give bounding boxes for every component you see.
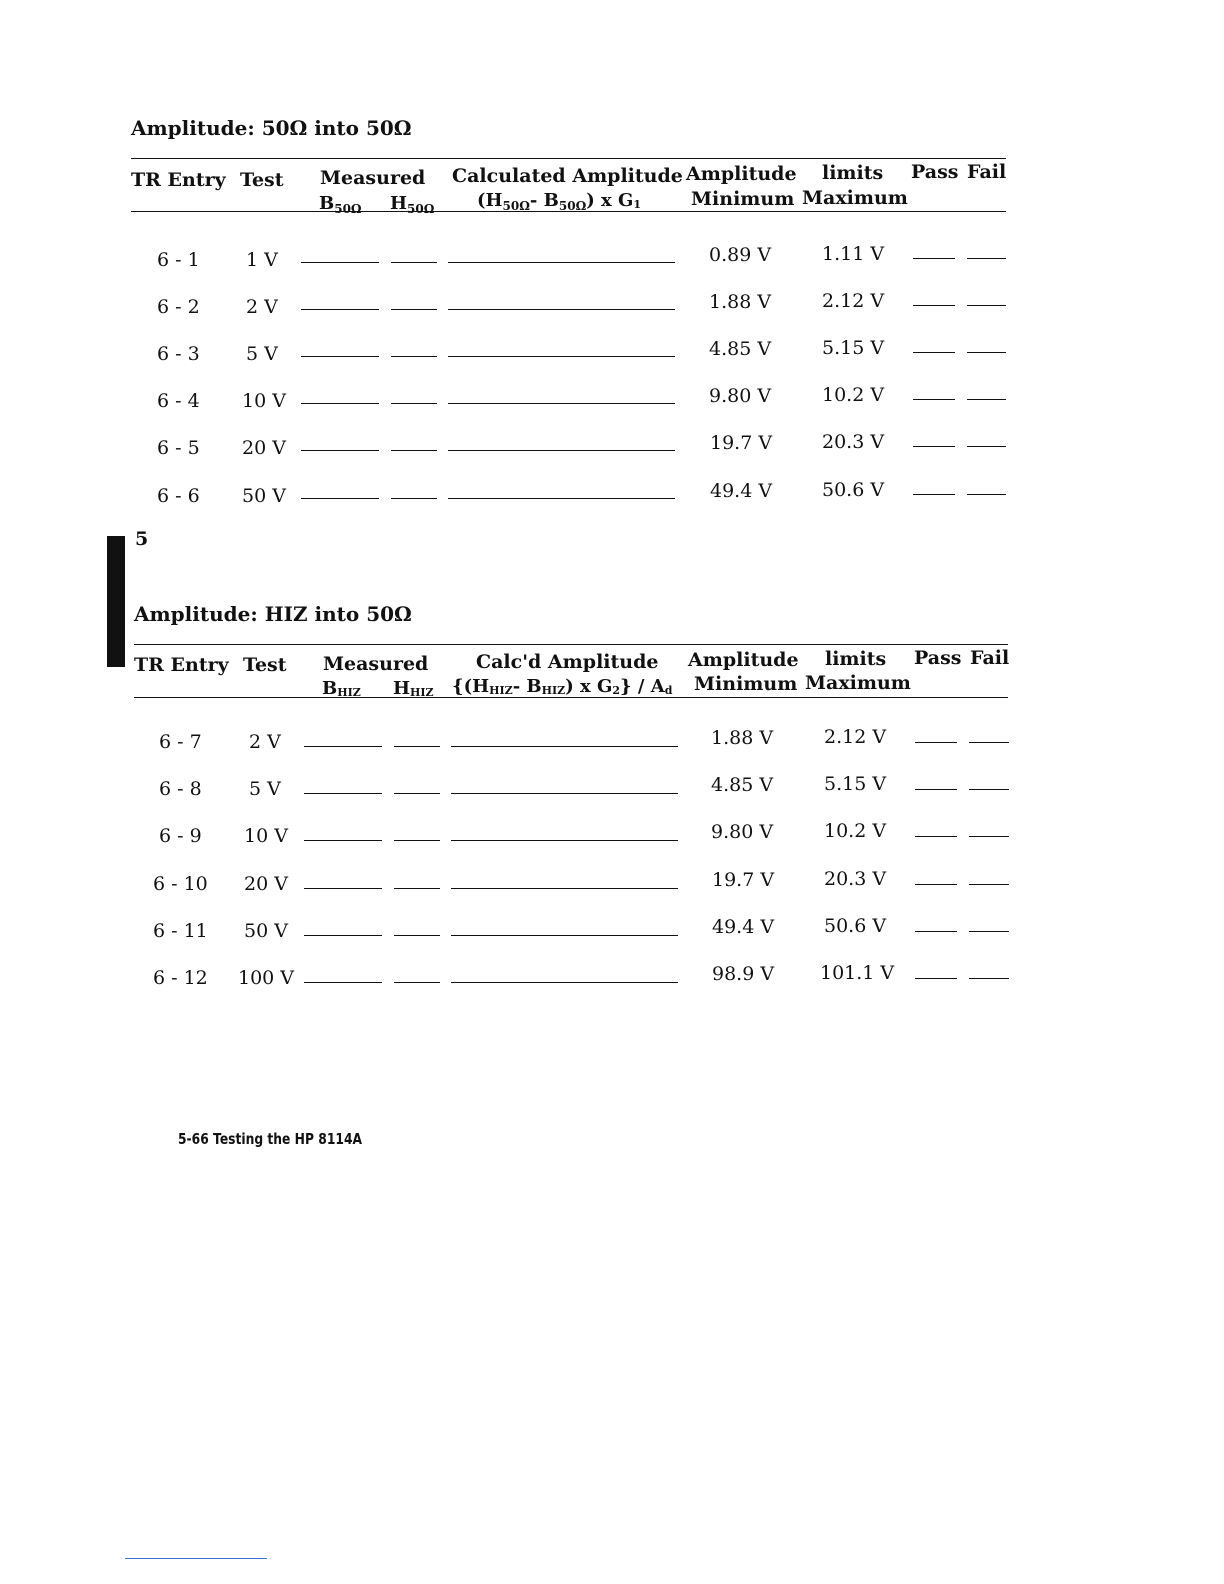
col-pass: Pass <box>914 647 962 669</box>
bottom-divider <box>125 1558 267 1559</box>
calculated-blank[interactable] <box>448 262 675 263</box>
test-value: 100 V <box>238 967 295 989</box>
section2-top-rule <box>134 644 1008 645</box>
col-measured: Measured <box>320 167 426 189</box>
test-value: 20 V <box>242 437 286 459</box>
minimum-value: 98.9 V <box>712 963 775 985</box>
minimum-value: 9.80 V <box>709 385 772 407</box>
measured-b-blank[interactable] <box>301 498 379 499</box>
tr-entry: 6 - 7 <box>159 731 202 753</box>
test-value: 2 V <box>249 731 281 753</box>
fail-blank[interactable] <box>969 836 1009 837</box>
maximum-value: 50.6 V <box>824 915 887 937</box>
test-value: 5 V <box>249 778 281 800</box>
maximum-value: 5.15 V <box>824 773 887 795</box>
col-calculated: Calc'd Amplitude <box>476 651 659 673</box>
measured-b-blank[interactable] <box>304 888 382 889</box>
pass-blank[interactable] <box>913 258 955 259</box>
calculated-blank[interactable] <box>451 746 678 747</box>
col-limits: limits <box>822 162 884 184</box>
section2-title: Amplitude: HIZ into 50Ω <box>134 602 412 626</box>
maximum-value: 2.12 V <box>824 726 887 748</box>
col-pass: Pass <box>911 161 959 183</box>
col-minimum: Minimum <box>694 673 798 695</box>
calculated-blank[interactable] <box>451 888 678 889</box>
col-calculated-formula: ($H_{50\Omega}-$ $B_{50\Omega}$) x G1 <box>477 190 642 213</box>
maximum-value: 50.6 V <box>822 479 885 501</box>
measured-b-blank[interactable] <box>304 746 382 747</box>
col-measured-b: BHIZ <box>322 678 361 699</box>
col-amplitude: Amplitude <box>686 163 797 185</box>
fail-blank[interactable] <box>967 494 1006 495</box>
pass-blank[interactable] <box>915 931 957 932</box>
section1-top-rule <box>131 158 1006 159</box>
maximum-value: 10.2 V <box>824 820 887 842</box>
minimum-value: 1.88 V <box>709 291 772 313</box>
pass-blank[interactable] <box>913 399 955 400</box>
tr-entry: 6 - 8 <box>159 778 202 800</box>
measured-b-blank[interactable] <box>301 403 379 404</box>
pass-blank[interactable] <box>915 978 957 979</box>
tr-entry: 6 - 11 <box>153 920 208 942</box>
fail-blank[interactable] <box>967 399 1006 400</box>
maximum-value: 1.11 V <box>822 243 885 265</box>
test-value: 50 V <box>242 485 286 507</box>
maximum-value: 20.3 V <box>824 868 887 890</box>
col-maximum: Maximum <box>805 672 911 694</box>
col-measured: Measured <box>323 653 429 675</box>
tr-entry: 6 - 10 <box>153 873 208 895</box>
calculated-blank[interactable] <box>451 840 678 841</box>
pass-blank[interactable] <box>913 446 955 447</box>
pass-blank[interactable] <box>913 305 955 306</box>
col-calculated: Calculated Amplitude <box>452 165 683 187</box>
fail-blank[interactable] <box>969 742 1009 743</box>
col-calculated-formula: {(HHIZ- BHIZ) x G2} / Ad <box>452 676 673 697</box>
test-value: 1 V <box>246 249 278 271</box>
calculated-blank[interactable] <box>451 982 678 983</box>
measured-b-blank[interactable] <box>304 840 382 841</box>
tr-entry: 6 - 2 <box>157 296 200 318</box>
col-amplitude: Amplitude <box>688 649 799 671</box>
section1-title: Amplitude: 50Ω into 50Ω <box>131 116 412 140</box>
col-tr-entry: TR Entry <box>134 654 229 676</box>
col-maximum: Maximum <box>802 187 908 209</box>
measured-b-blank[interactable] <box>301 262 379 263</box>
tr-entry: 6 - 4 <box>157 390 200 412</box>
measured-h-blank[interactable] <box>394 982 440 983</box>
pass-blank[interactable] <box>915 836 957 837</box>
maximum-value: 2.12 V <box>822 290 885 312</box>
measured-h-blank[interactable] <box>394 888 440 889</box>
col-test: Test <box>243 654 287 676</box>
calculated-blank[interactable] <box>451 793 678 794</box>
tr-entry: 6 - 5 <box>157 437 200 459</box>
fail-blank[interactable] <box>969 789 1009 790</box>
calculated-blank[interactable] <box>448 498 675 499</box>
minimum-value: 4.85 V <box>711 774 774 796</box>
fail-blank[interactable] <box>969 931 1009 932</box>
test-value: 20 V <box>244 873 288 895</box>
tr-entry: 6 - 1 <box>157 249 200 271</box>
fail-blank[interactable] <box>967 446 1006 447</box>
tr-entry: 6 - 9 <box>159 825 202 847</box>
measured-h-blank[interactable] <box>394 840 440 841</box>
calculated-blank[interactable] <box>448 403 675 404</box>
measured-h-blank[interactable] <box>391 403 437 404</box>
maximum-value: 10.2 V <box>822 384 885 406</box>
calculated-blank[interactable] <box>448 356 675 357</box>
fail-blank[interactable] <box>967 258 1006 259</box>
col-minimum: Minimum <box>691 188 795 210</box>
fail-blank[interactable] <box>969 978 1009 979</box>
minimum-value: 4.85 V <box>709 338 772 360</box>
calculated-blank[interactable] <box>448 450 675 451</box>
pass-blank[interactable] <box>913 352 955 353</box>
measured-b-blank[interactable] <box>301 356 379 357</box>
measured-b-blank[interactable] <box>301 309 379 310</box>
minimum-value: 19.7 V <box>710 432 773 454</box>
fail-blank[interactable] <box>967 352 1006 353</box>
pass-blank[interactable] <box>915 789 957 790</box>
col-measured-h: $H_{50\Omega}$ <box>390 193 435 216</box>
chapter-marker-bar <box>107 536 125 667</box>
minimum-value: 9.80 V <box>711 821 774 843</box>
test-value: 10 V <box>244 825 288 847</box>
measured-h-blank[interactable] <box>391 498 437 499</box>
measured-h-blank[interactable] <box>394 746 440 747</box>
section1-header-rule <box>131 211 1006 212</box>
measured-h-blank[interactable] <box>394 935 440 936</box>
section2-header-rule <box>134 697 1008 698</box>
col-limits: limits <box>825 648 887 670</box>
col-measured-b: $B_{50\Omega}$ <box>319 193 362 216</box>
col-fail: Fail <box>970 647 1010 669</box>
maximum-value: 5.15 V <box>822 337 885 359</box>
test-value: 10 V <box>242 390 286 412</box>
tr-entry: 6 - 12 <box>153 967 208 989</box>
minimum-value: 49.4 V <box>712 916 775 938</box>
test-value: 5 V <box>246 343 278 365</box>
measured-b-blank[interactable] <box>301 450 379 451</box>
pass-blank[interactable] <box>915 742 957 743</box>
measured-h-blank[interactable] <box>391 450 437 451</box>
measured-h-blank[interactable] <box>391 356 437 357</box>
col-tr-entry: TR Entry <box>131 169 226 191</box>
minimum-value: 19.7 V <box>712 869 775 891</box>
col-fail: Fail <box>967 161 1007 183</box>
maximum-value: 20.3 V <box>822 431 885 453</box>
test-value: 2 V <box>246 296 278 318</box>
measured-b-blank[interactable] <box>304 793 382 794</box>
measured-b-blank[interactable] <box>304 935 382 936</box>
fail-blank[interactable] <box>967 305 1006 306</box>
calculated-blank[interactable] <box>448 309 675 310</box>
pass-blank[interactable] <box>913 494 955 495</box>
measured-h-blank[interactable] <box>391 262 437 263</box>
minimum-value: 0.89 V <box>709 244 772 266</box>
fail-blank[interactable] <box>969 884 1009 885</box>
col-test: Test <box>240 169 284 191</box>
chapter-number: 5 <box>135 528 149 550</box>
tr-entry: 6 - 3 <box>157 343 200 365</box>
test-value: 50 V <box>244 920 288 942</box>
minimum-value: 49.4 V <box>710 480 773 502</box>
calculated-blank[interactable] <box>451 935 678 936</box>
measured-b-blank[interactable] <box>304 982 382 983</box>
measured-h-blank[interactable] <box>394 793 440 794</box>
col-measured-h: HHIZ <box>393 678 434 699</box>
tr-entry: 6 - 6 <box>157 485 200 507</box>
measured-h-blank[interactable] <box>391 309 437 310</box>
maximum-value: 101.1 V <box>820 962 895 984</box>
minimum-value: 1.88 V <box>711 727 774 749</box>
pass-blank[interactable] <box>915 884 957 885</box>
page-footer: 5-66 Testing the HP 8114A <box>178 1130 363 1148</box>
